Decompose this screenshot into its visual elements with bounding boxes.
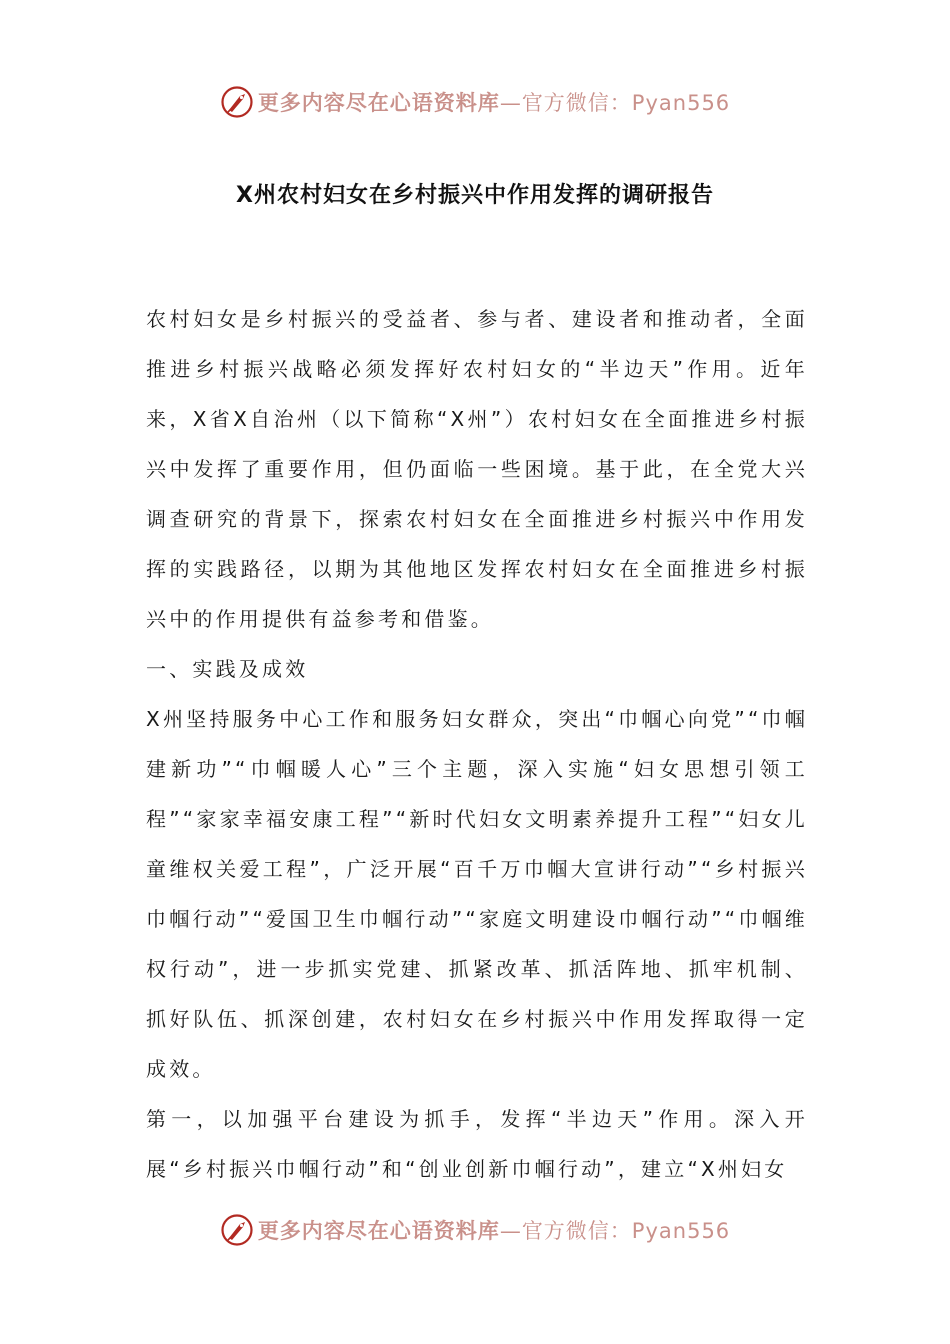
document-body <box>146 294 808 1194</box>
paragraph-intro: 农村妇女是乡村振兴的受益者、参与者、建设者和推动者，全面推进乡村振兴战略必须发挥好农村妇女的“半边天”作用。近年来，X省X自治州（以下简称“X州”）农村妇女在全面推进乡村振兴中发挥了重要作用，但仍面临一些困境。基于此，在全党大兴调查研究的背景下，探索农村妇女在全面推进乡村振兴中作用发挥的实践路径，以期为其他地区发挥农村妇女在全面推进乡村振兴中的作用提供有益参考和借鉴。 <box>146 307 808 631</box>
paragraph-practice: X州坚持服务中心工作和服务妇女群众，突出“巾帼心向党”“巾帼建新功”“巾帼暖人心”三个主题，深入实施“妇女思想引领工程”“家家幸福安康工程”“新时代妇女文明素养提升工程”“妇女儿童维权关爱工程”，广泛开展“百千万巾帼大宣讲行动”“乡村振兴巾帼行动”“爱国卫生巾帼行动”“家庭文明建设巾帼行动”“巾帼维权行动”，进一步抓实党建、抓紧改革、抓活阵地、抓牢机制、抓好队伍、抓深创建，农村妇女在乡村振兴中作用发挥取得一定成效。 <box>146 707 808 1081</box>
pen-nib-logo-icon <box>220 1213 254 1247</box>
section-heading-practice: 一、实践及成效 <box>146 657 309 681</box>
paragraph-first-point: 第一，以加强平台建设为抓手，发挥“半边天”作用。深入开展“乡村振兴巾帼行动”和“创业创新巾帼行动”，建立“X州妇女 <box>146 1107 808 1181</box>
watermark-brand-text: 更多内容尽在心语资料库 <box>257 90 500 115</box>
watermark-wechat-text: —官方微信：Pyan556 <box>499 91 731 115</box>
header-watermark <box>0 80 950 124</box>
pen-nib-logo-icon <box>220 85 254 119</box>
document-title: X州农村妇女在乡村振兴中作用发挥的调研报告 <box>236 183 714 208</box>
watermark-wechat-text: —官方微信：Pyan556 <box>499 1219 731 1243</box>
footer-watermark <box>0 1208 950 1252</box>
watermark-brand-text: 更多内容尽在心语资料库 <box>257 1218 500 1243</box>
